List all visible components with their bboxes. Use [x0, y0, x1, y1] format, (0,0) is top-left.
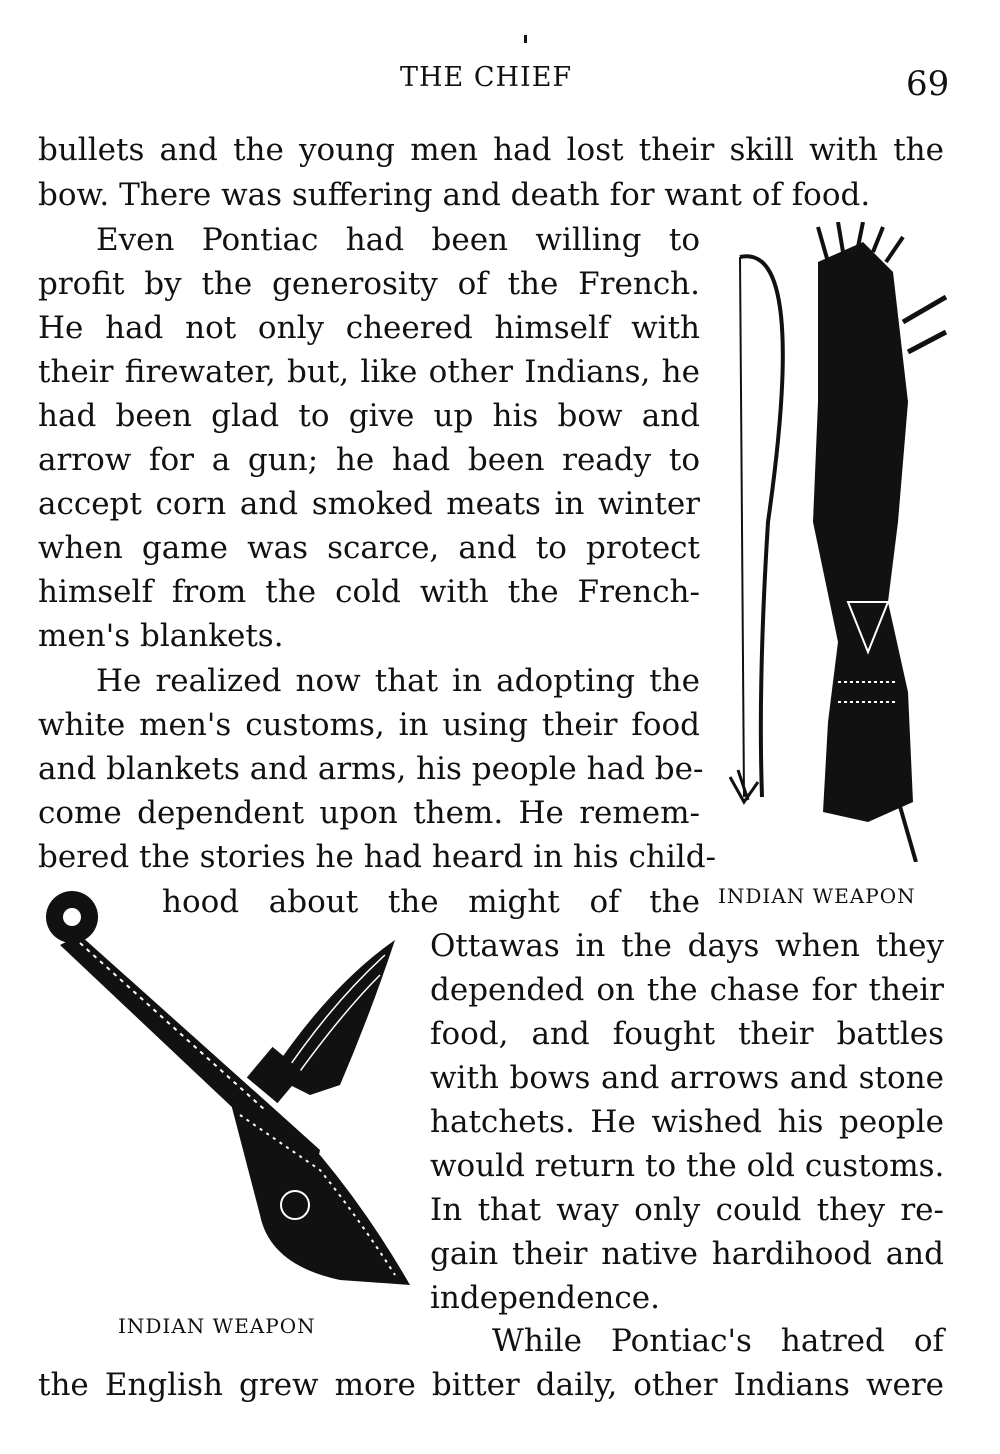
text-line: bullets and the young men had lost their skill with the — [38, 132, 944, 168]
text-line: when game was scarce, and to protect — [38, 530, 700, 566]
text-line: had been glad to give up his bow and — [38, 398, 700, 434]
text-line: with bows and arrows and stone — [430, 1060, 944, 1096]
text-line: Even Pontiac had been willing to — [96, 222, 700, 258]
text-line: Ottawas in the days when they — [430, 928, 944, 964]
text-line: depended on the chase for their — [430, 972, 944, 1008]
text-line: While Pontiac's hatred of — [492, 1323, 944, 1359]
text-line: hood about the might of the — [162, 884, 700, 920]
text-line: food, and fought their battles — [430, 1016, 944, 1052]
text-line: independence. — [430, 1280, 660, 1316]
stone-hatchet-illustration — [40, 885, 420, 1295]
text-line: himself from the cold with the French- — [38, 574, 700, 610]
text-line: would return to the old customs. — [430, 1148, 945, 1184]
text-line: hatchets. He wished his people — [430, 1104, 944, 1140]
text-line: their firewater, but, like other Indians, he — [38, 354, 700, 390]
text-line: In that way only could they re- — [430, 1192, 944, 1228]
hatchet-caption: INDIAN WEAPON — [118, 1314, 316, 1338]
text-line: arrow for a gun; he had been ready to — [38, 442, 700, 478]
text-line: He had not only cheered himself with — [38, 310, 700, 346]
text-line: and blankets and arms, his people had be- — [38, 751, 704, 787]
text-line: bered the stories he had heard in his child- — [38, 839, 717, 875]
text-line: accept corn and smoked meats in winter — [38, 486, 700, 522]
text-line: come dependent upon them. He remem- — [38, 795, 700, 831]
text-line: He realized now that in adopting the — [96, 663, 700, 699]
print-speck — [524, 35, 527, 43]
bow-and-quiver-illustration — [718, 222, 958, 862]
bow-caption: INDIAN WEAPON — [718, 884, 916, 908]
text-line: the English grew more bitter daily, other Indians were — [38, 1367, 944, 1403]
running-head: THE CHIEF — [400, 62, 573, 93]
text-line: men's blankets. — [38, 618, 284, 654]
text-line: bow. There was suffering and death for want of food. — [38, 177, 871, 213]
text-line: white men's customs, in using their food — [38, 707, 700, 743]
text-line: gain their native hardihood and — [430, 1236, 944, 1272]
page-number: 69 — [906, 64, 950, 104]
text-line: profit by the generosity of the French. — [38, 266, 700, 302]
